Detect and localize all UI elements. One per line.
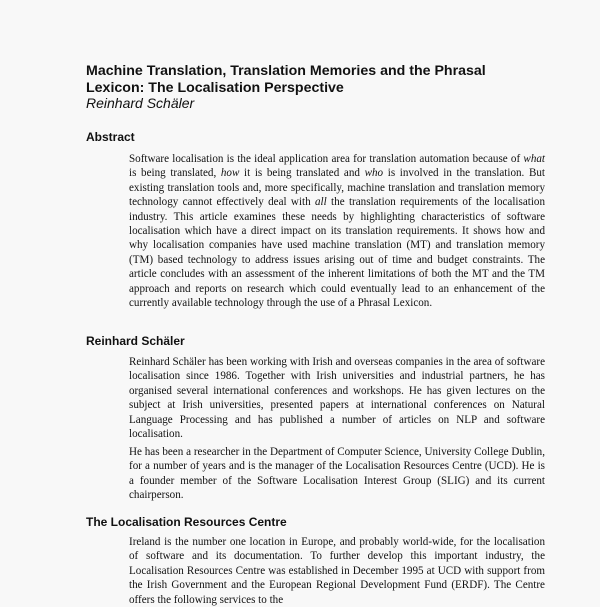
lrc-heading: The Localisation Resources Centre <box>86 515 287 529</box>
author-bio-heading: Reinhard Schäler <box>86 334 185 348</box>
title-line-2: Lexicon: The Localisation Perspective <box>86 79 344 96</box>
title-line-1: Machine Translation, Translation Memories and the Phrasal <box>86 63 486 79</box>
abstract-paragraph: Software localisation is the ideal application area for translation automation because of what is being translated, how it is being translated and who is involved in the translation. But existing translation tools and, more specifically, machine translation and translation memory technology cannot effectively deal with all the translation requirements of the localisation industry. This article examines these needs by highlighting characteristics of software localisation which have a direct impact on its translation requirements. It shows how and why localisation companies have used machine translation (MT) and translation memory (TM) based technology to address issues arising out of time and budget constraints. The article concludes with an assessment of the inherent limitations of both the MT and the TM approach and reports on research which could eventually lead to an enhancement of the currently available technology through the use of a Phrasal Lexicon. <box>129 153 545 310</box>
lrc-paragraph: Ireland is the number one location in Europe, and probably world-wide, for the localisation of software and its documentation. To further develop this important industry, the Localisation Resources Centre was established in December 1995 at UCD with support from the Irish Government and the European Regional Development Fund (ERDF). The Centre offers the following services to the <box>129 536 545 606</box>
author-bio-paragraph-1: Reinhard Schäler has been working with Irish and overseas companies in the area of software localisation since 1986. Together with Irish universities and industrial partners, he has organised several international conferences and workshops. He has given lectures on the subject at Irish universities, presented papers at international conferences on Natural Language Processing and has published a number of articles on NLP and software localisation. <box>129 356 545 441</box>
abstract-heading: Abstract <box>86 130 135 144</box>
author-bio-paragraph-2: He has been a researcher in the Department of Computer Science, University College Dublin, for a number of years and is the manager of the Localisation Resources Centre (UCD). He is a founder member of the Software Localisation Interest Group (SLIG) and its current chairperson. <box>129 446 545 502</box>
author-name: Reinhard Schäler <box>86 95 195 111</box>
paper-title <box>86 63 556 96</box>
